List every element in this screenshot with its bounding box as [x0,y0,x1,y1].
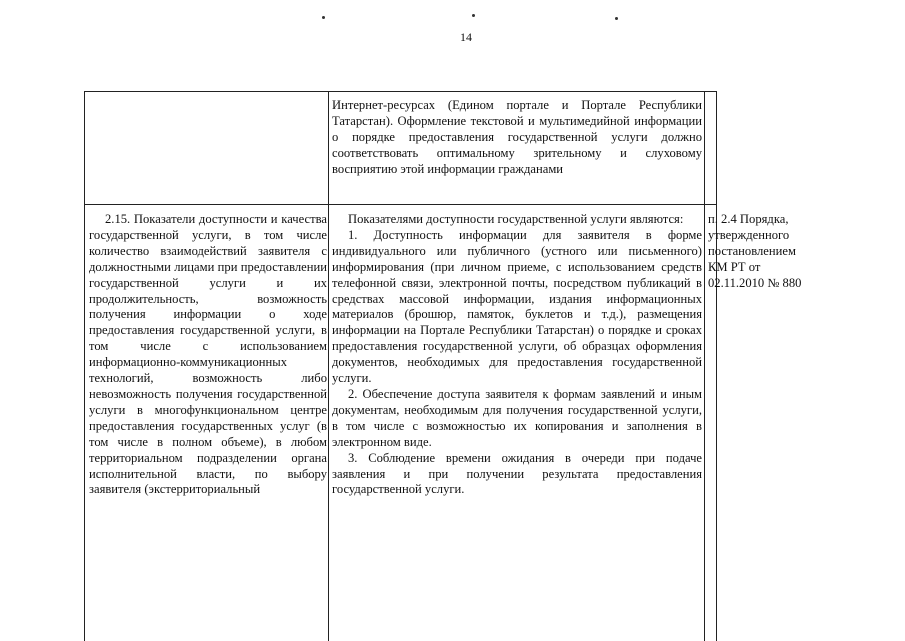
description-text: Интернет-ресурсах (Едином портале и Портале Республики Татарстан). Оформление текстовой и мультимедийной информации о порядке предоставления государственной услуги должно соответствовать оптимальному зрительному и слуховому восприятию этой информации гражданами [332,98,702,176]
legal-reference-text: п. 2.4 Порядка, утвержденного постановлением КМ РТ от 02.11.2010 № 880 [708,212,802,290]
column-divider [704,92,705,641]
parameter-cell [89,212,327,498]
page-number: 14 [460,30,472,44]
column-divider [328,92,329,641]
indicators-intro: Показателями доступности государственной услуги являются: [348,212,684,226]
parameter-text: 2.15. Показатели доступности и качества государственной услуги, в том числе количество взаимодействий заявителя с должностными лицами при предоставлении государственной услуги и их продолжительность, возможность получения информации о ходе предоставления государственной услуги, в том числе с использованием информационно-коммуникационных технологий, возможность либо невозможность получения государственной услуги в многофункциональном центре предоставления государственных услуг (в том числе в полном объеме), в любом территориальном подразделении органа исполнительной власти, по выбору заявителя (экстерриториальный [89,212,327,497]
scan-speck [322,16,325,19]
indicators-cell [332,212,702,498]
scan-speck [615,17,618,20]
service-standard-table [84,91,802,641]
accessibility-description-cell [332,98,702,178]
indicator-item-3: 3. Соблюдение времени ожидания в очереди при подаче заявления и при получении результата предоставления государственной услуги. [332,450,702,497]
row-divider [85,204,716,205]
indicator-item-1: 1. Доступность информации для заявителя в форме индивидуального или публичного (устного или письменного) информирования (при личном приеме, с использованием средств телефонной связи, электронной почты, посредством публикаций в средствах массовой информации, издания информационных материалов (брошюр, памяток, буклетов и т.д.), размещения информации на Портале Республики Татарстан) о порядке и сроках предоставления государственной услуги, об образцах оформления документов, необходимых для предоставления государственной услуги. [332,227,702,386]
legal-reference-cell [708,212,814,292]
indicator-item-2: 2. Обеспечение доступа заявителя к формам заявлений и иным документам, необходимым для получения государственной услуги, в том числе с возможностью их копирования и заполнения в электронном виде. [332,386,702,449]
scan-speck [472,14,475,17]
